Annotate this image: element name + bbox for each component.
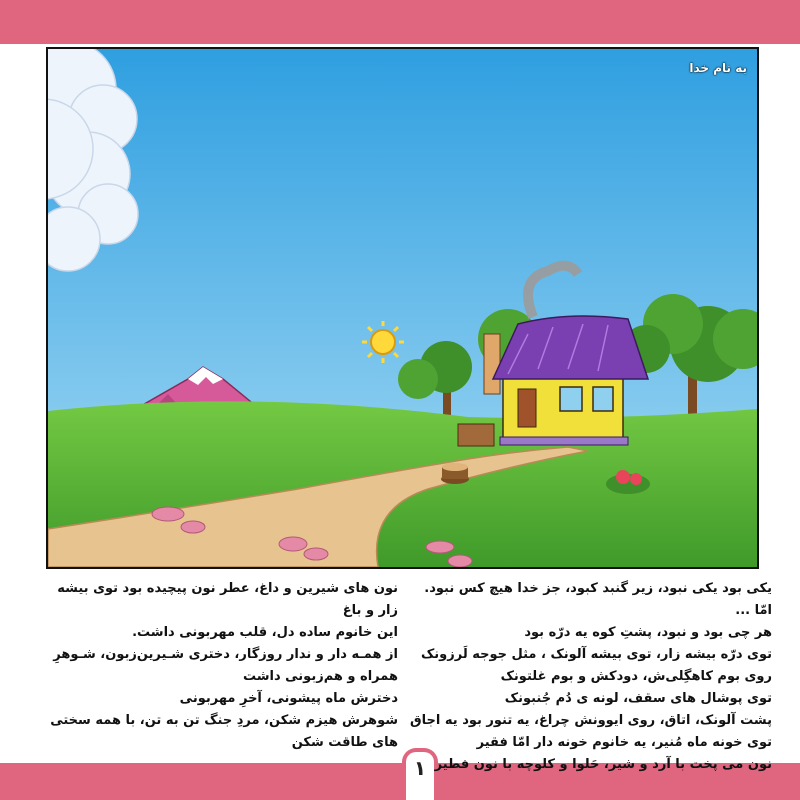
top-banner [0, 0, 800, 44]
story-text-right-column [410, 578, 772, 776]
story-text-left-column [36, 578, 398, 754]
story-line: پشت آلونک، اتاق، روی ایوونش چراغ، یه تنور بود یه اجاق [410, 713, 772, 728]
story-line: توی پوشال های سقف، لونه ی دُم جُنبونک [504, 691, 772, 706]
story-line: این خانوم ساده دل، قلب مهربونی داشت. [132, 625, 398, 640]
story-line: توی خونه ماه مُنیر، یه خانوم خونه دار امّا فقیر [476, 735, 772, 750]
story-illustration [46, 47, 759, 569]
bismillah-heading: به نام خدا [689, 61, 747, 75]
story-line: نون می پخت با آرد و شیر، حَلوا و کلوچه با نون فطیر [434, 757, 772, 772]
story-line: یکی بود یکی نبود، زیر گنبد کبود، جز خدا هیچ کس نبود. امّا ... [424, 581, 772, 618]
story-line: هر چی بود و نبود، پشتِ کوه یه درّه بود [524, 625, 772, 640]
page-number: ۱ [413, 756, 427, 780]
landscape-scene [48, 49, 757, 567]
story-line: توی درّه بیشه زار، توی بیشه آلونک ، مثل جوجه لَرزونک [420, 647, 772, 662]
story-line: دخترش ماه پیشونی، آخرِ مهربونی [179, 691, 398, 706]
story-line: نون های شیرین و داغ، عطر نون پیچیده بود توی بیشه زار و باغ [57, 581, 398, 618]
stump-icon [441, 463, 469, 484]
story-line: روی بوم کاهگِلی‌ش، دودکش و بوم غلتونک [500, 669, 772, 684]
story-line: شوهرش هیزم شکن، مردِ جنگ تن به تن، با همه سختی های طاقت شکن [50, 713, 398, 750]
story-line: از همـه دار و ندار روزگار، دختری شـیرین‌زبون، شـوهرِ همراه و هم‌زبونی داشت [53, 647, 398, 684]
